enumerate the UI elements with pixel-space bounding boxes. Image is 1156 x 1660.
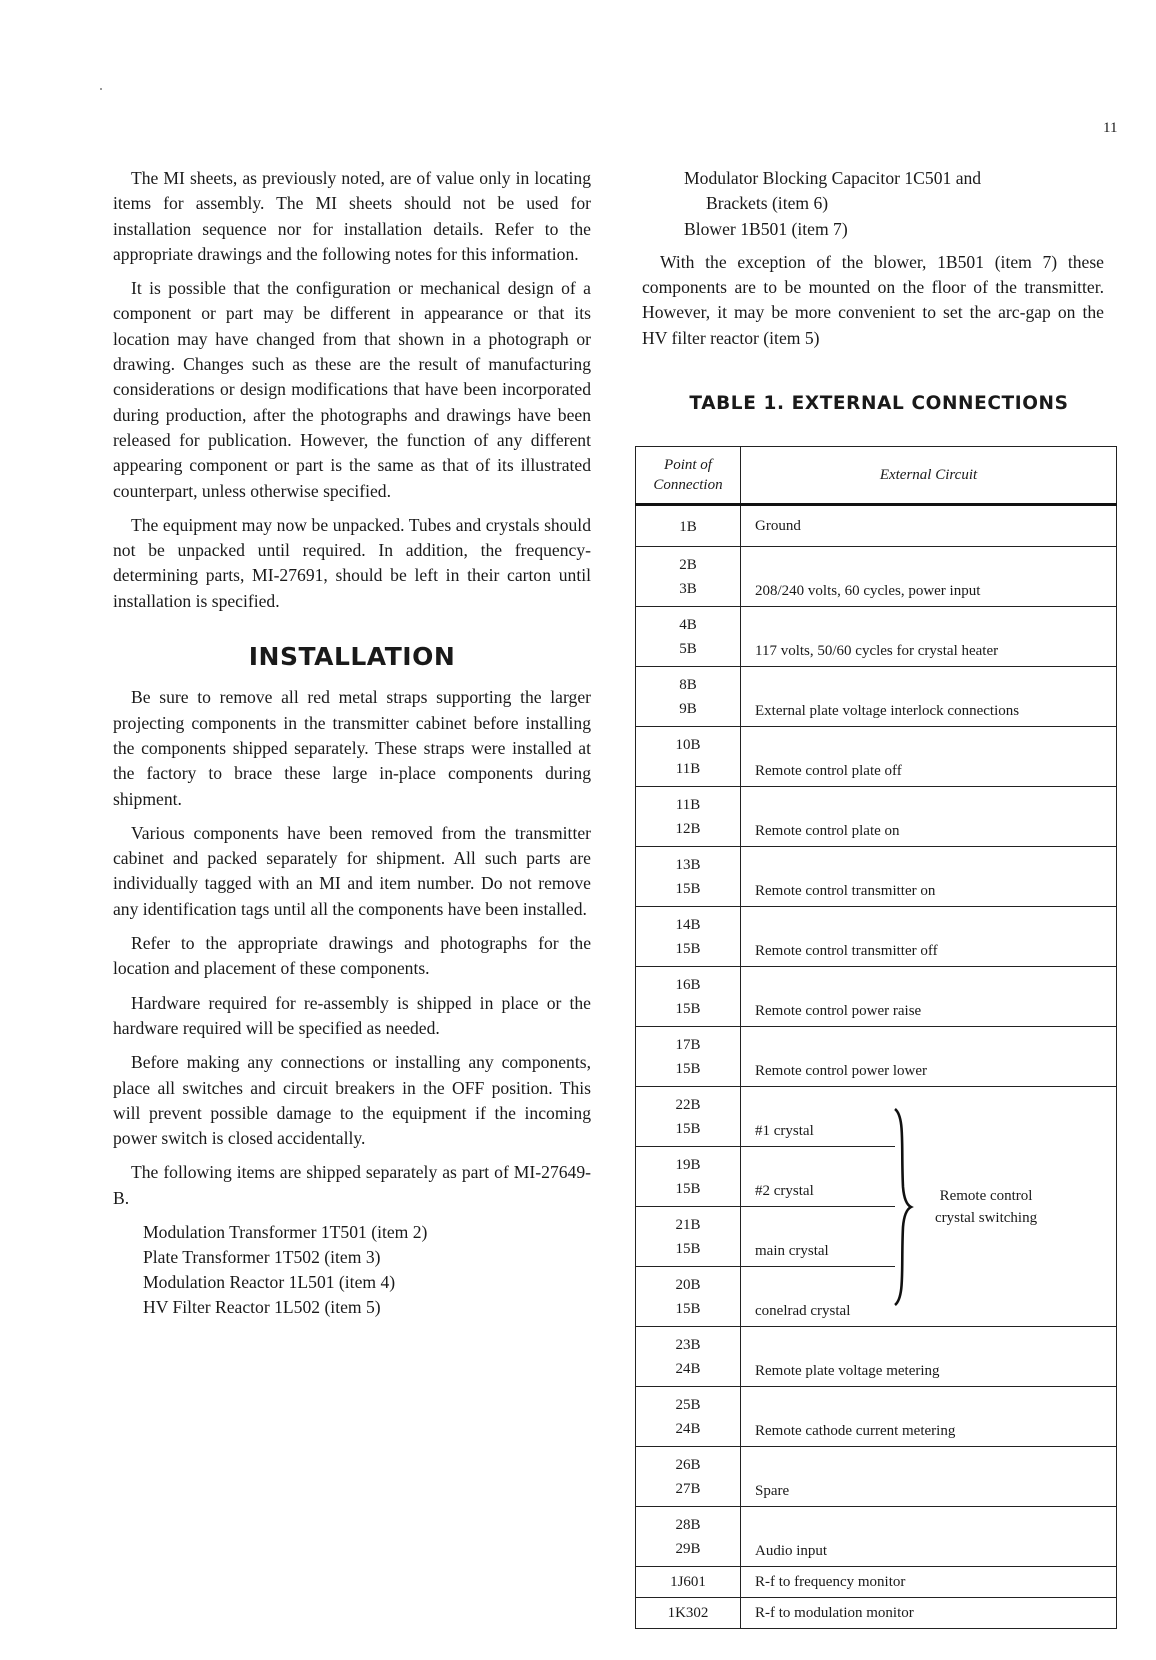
note-line: crystal switching — [935, 1209, 1038, 1226]
point-label: 28B — [675, 1517, 701, 1533]
list-item: Modulator Blocking Capacitor 1C501 and — [684, 168, 982, 188]
shipped-items-list-continued — [684, 166, 1104, 242]
column-header-circuit: External Circuit — [741, 447, 1117, 505]
list-item: Blower 1B501 (item 7) — [684, 218, 848, 239]
paragraph-unpacking: The equipment may now be unpacked. Tubes and crystals should not be unpacked until required. In addition, the frequency-determining parts, MI-27691, should be left in their carton until installation is specified. — [113, 514, 591, 611]
point-label: 8B — [679, 677, 697, 693]
point-label: 14B — [675, 917, 701, 933]
point-label: 15B — [675, 1301, 701, 1317]
table-row-crystal — [636, 1087, 1117, 1147]
circuit-cell: conelrad crystal — [741, 1267, 896, 1327]
brace-group — [895, 1087, 1108, 1326]
point-label: 24B — [675, 1421, 701, 1437]
paragraph-refer-drawings: Refer to the appropriate drawings and photographs for the location and placement of these components. — [113, 933, 591, 979]
point-cell — [636, 1598, 741, 1629]
point-label: 21B — [675, 1217, 701, 1233]
table-row — [636, 727, 1117, 787]
paragraph-configuration: It is possible that the configuration or mechanical design of a component or part may be different in appearance or that its location may have changed from that shown in a photograph or drawing. Changes such as these are the result of manufacturing considerations or design modifications that have been incorporated during production, after the photographs and drawings have been released for publication. However, the function of any different appearing component or part is the same as that of its illustrated counterpart, unless otherwise specified. — [113, 278, 591, 501]
circuit-cell: Spare — [741, 1447, 1117, 1507]
point-cell — [636, 1027, 741, 1087]
point-label: 1B — [679, 519, 697, 535]
point-label: 25B — [675, 1397, 701, 1413]
point-label: 17B — [675, 1037, 701, 1053]
circuit-cell: Remote cathode current metering — [741, 1387, 1117, 1447]
point-cell — [636, 1387, 741, 1447]
table-row — [636, 907, 1117, 967]
circuit-cell: Remote control plate off — [741, 727, 1117, 787]
paragraph-components-removed: Various components have been removed from the transmitter cabinet and packed separately for shipment. All such parts are individually tagged with an MI and item number. Do not remove any identification tags until all the components have been installed. — [113, 822, 591, 919]
point-label: 11B — [675, 797, 701, 813]
point-label: 16B — [675, 977, 701, 993]
circuit-cell: Ground — [741, 505, 1117, 547]
point-cell — [636, 505, 741, 547]
note-line: Remote control — [939, 1187, 1033, 1204]
circuit-cell: External plate voltage interlock connections — [741, 667, 1117, 727]
point-cell — [636, 1567, 741, 1598]
point-label: 4B — [679, 617, 697, 633]
point-label: 29B — [675, 1541, 701, 1557]
point-label: 1J601 — [670, 1574, 706, 1590]
paragraph-switches-off: Before making any connections or installing any components, place all switches and circuit breakers in the OFF position. This will prevent possible damage to the equipment if the incoming power switch is closed accidentally. — [113, 1052, 591, 1149]
list-item: Brackets (item 6) — [706, 193, 829, 214]
point-label: 9B — [679, 701, 697, 717]
point-label: 19B — [675, 1157, 701, 1173]
point-label: 10B — [675, 737, 701, 753]
point-label: 11B — [675, 761, 701, 777]
circuit-cell: Remote control transmitter off — [741, 907, 1117, 967]
point-cell — [636, 967, 741, 1027]
point-label: 27B — [675, 1481, 701, 1497]
circuit-cell: Remote control power lower — [741, 1027, 1117, 1087]
paragraph-mi-sheets: The MI sheets, as previously noted, are of value only in locating items for assembly. The MI sheets should not be used for installation sequence nor for installation details. Refer to the appropriate drawings and the following notes for this information. — [113, 168, 591, 264]
circuit-cell: R-f to frequency monitor — [741, 1567, 1117, 1598]
circuit-cell: Audio input — [741, 1507, 1117, 1567]
list-item: HV Filter Reactor 1L502 (item 5) — [143, 1296, 381, 1317]
circuit-cell: 208/240 volts, 60 cycles, power input — [741, 547, 1117, 607]
scan-speck — [100, 88, 102, 90]
column-header-point — [636, 447, 741, 505]
circuit-cell: main crystal — [741, 1207, 896, 1267]
paragraph-shipped-separately: The following items are shipped separately as part of MI-27649-B. — [113, 1162, 591, 1208]
table-row — [636, 667, 1117, 727]
table-row — [636, 1567, 1117, 1598]
table-row — [636, 1027, 1117, 1087]
circuit-cell: R-f to modulation monitor — [741, 1598, 1117, 1629]
point-label: 13B — [675, 857, 701, 873]
point-label: 23B — [675, 1337, 701, 1353]
table-row — [636, 1598, 1117, 1629]
point-label: 12B — [675, 821, 701, 837]
circuit-cell: #2 crystal — [741, 1147, 896, 1207]
table-row — [636, 847, 1117, 907]
list-item: Modulation Transformer 1T501 (item 2) — [143, 1221, 428, 1242]
curly-brace-icon — [891, 1107, 915, 1307]
point-label: 3B — [679, 581, 697, 597]
paragraph-hardware: Hardware required for re-assembly is shipped in place or the hardware required will be specified as needed. — [113, 992, 591, 1038]
point-cell — [636, 547, 741, 607]
point-cell — [636, 607, 741, 667]
table-row — [636, 787, 1117, 847]
list-item: Modulation Reactor 1L501 (item 4) — [143, 1271, 396, 1292]
point-cell — [636, 727, 741, 787]
point-label: 15B — [675, 1001, 701, 1017]
point-label: 15B — [675, 1241, 701, 1257]
point-label: 26B — [675, 1457, 701, 1473]
point-label: 22B — [675, 1097, 701, 1113]
table-title: TABLE 1. EXTERNAL CONNECTIONS — [689, 393, 1069, 415]
list-item: Plate Transformer 1T502 (item 3) — [143, 1246, 381, 1267]
table-row — [636, 607, 1117, 667]
point-label: 1K302 — [667, 1605, 709, 1621]
point-cell — [636, 787, 741, 847]
table-row — [636, 1447, 1117, 1507]
page-number: 11 — [1103, 120, 1118, 136]
circuit-cell: Remote control transmitter on — [741, 847, 1117, 907]
paragraph-blower-exception: With the exception of the blower, 1B501 (item 7) these components are to be mounted on the floor of the transmitter. However, it may be more convenient to set the arc-gap on the HV filter reactor (item 5) — [642, 251, 1104, 348]
point-cell — [636, 1327, 741, 1387]
point-label: 24B — [675, 1361, 701, 1377]
point-label: 5B — [679, 641, 697, 657]
paragraph-red-straps: Be sure to remove all red metal straps supporting the larger projecting components in the transmitter cabinet before installing the components shipped separately. These straps were installed at the factory to brace these large in-place components during shipment. — [113, 687, 591, 809]
point-cell — [636, 1147, 741, 1207]
circuit-cell: Remote control power raise — [741, 967, 1117, 1027]
point-label: 15B — [675, 881, 701, 897]
shipped-items-list — [113, 1220, 591, 1320]
section-heading-installation: INSTALLATION — [248, 642, 456, 672]
point-cell — [636, 1267, 741, 1327]
table-row — [636, 1387, 1117, 1447]
right-column — [642, 166, 1104, 428]
left-column — [113, 166, 591, 1320]
point-label: 15B — [675, 1181, 701, 1197]
point-cell — [636, 847, 741, 907]
table-row — [636, 1327, 1117, 1387]
table-row — [636, 505, 1117, 547]
crystal-switching-note — [935, 1185, 1037, 1229]
point-cell — [636, 1507, 741, 1567]
table-row — [636, 1507, 1117, 1567]
point-label: 15B — [675, 1121, 701, 1137]
external-connections-table — [635, 446, 1117, 1629]
circuit-cell: #1 crystal — [741, 1087, 896, 1147]
point-label: 15B — [675, 1061, 701, 1077]
circuit-cell: 117 volts, 50/60 cycles for crystal heater — [741, 607, 1117, 667]
point-label: 2B — [679, 557, 697, 573]
point-cell — [636, 1087, 741, 1147]
point-label: 15B — [675, 941, 701, 957]
point-cell — [636, 667, 741, 727]
crystal-switching-group-note — [895, 1087, 1117, 1327]
table-row — [636, 967, 1117, 1027]
point-cell — [636, 907, 741, 967]
point-label: 20B — [675, 1277, 701, 1293]
column-header-point-label: Point of Connection — [653, 457, 723, 493]
point-cell — [636, 1207, 741, 1267]
table-row — [636, 547, 1117, 607]
circuit-cell: Remote plate voltage metering — [741, 1327, 1117, 1387]
point-cell — [636, 1447, 741, 1507]
circuit-cell: Remote control plate on — [741, 787, 1117, 847]
